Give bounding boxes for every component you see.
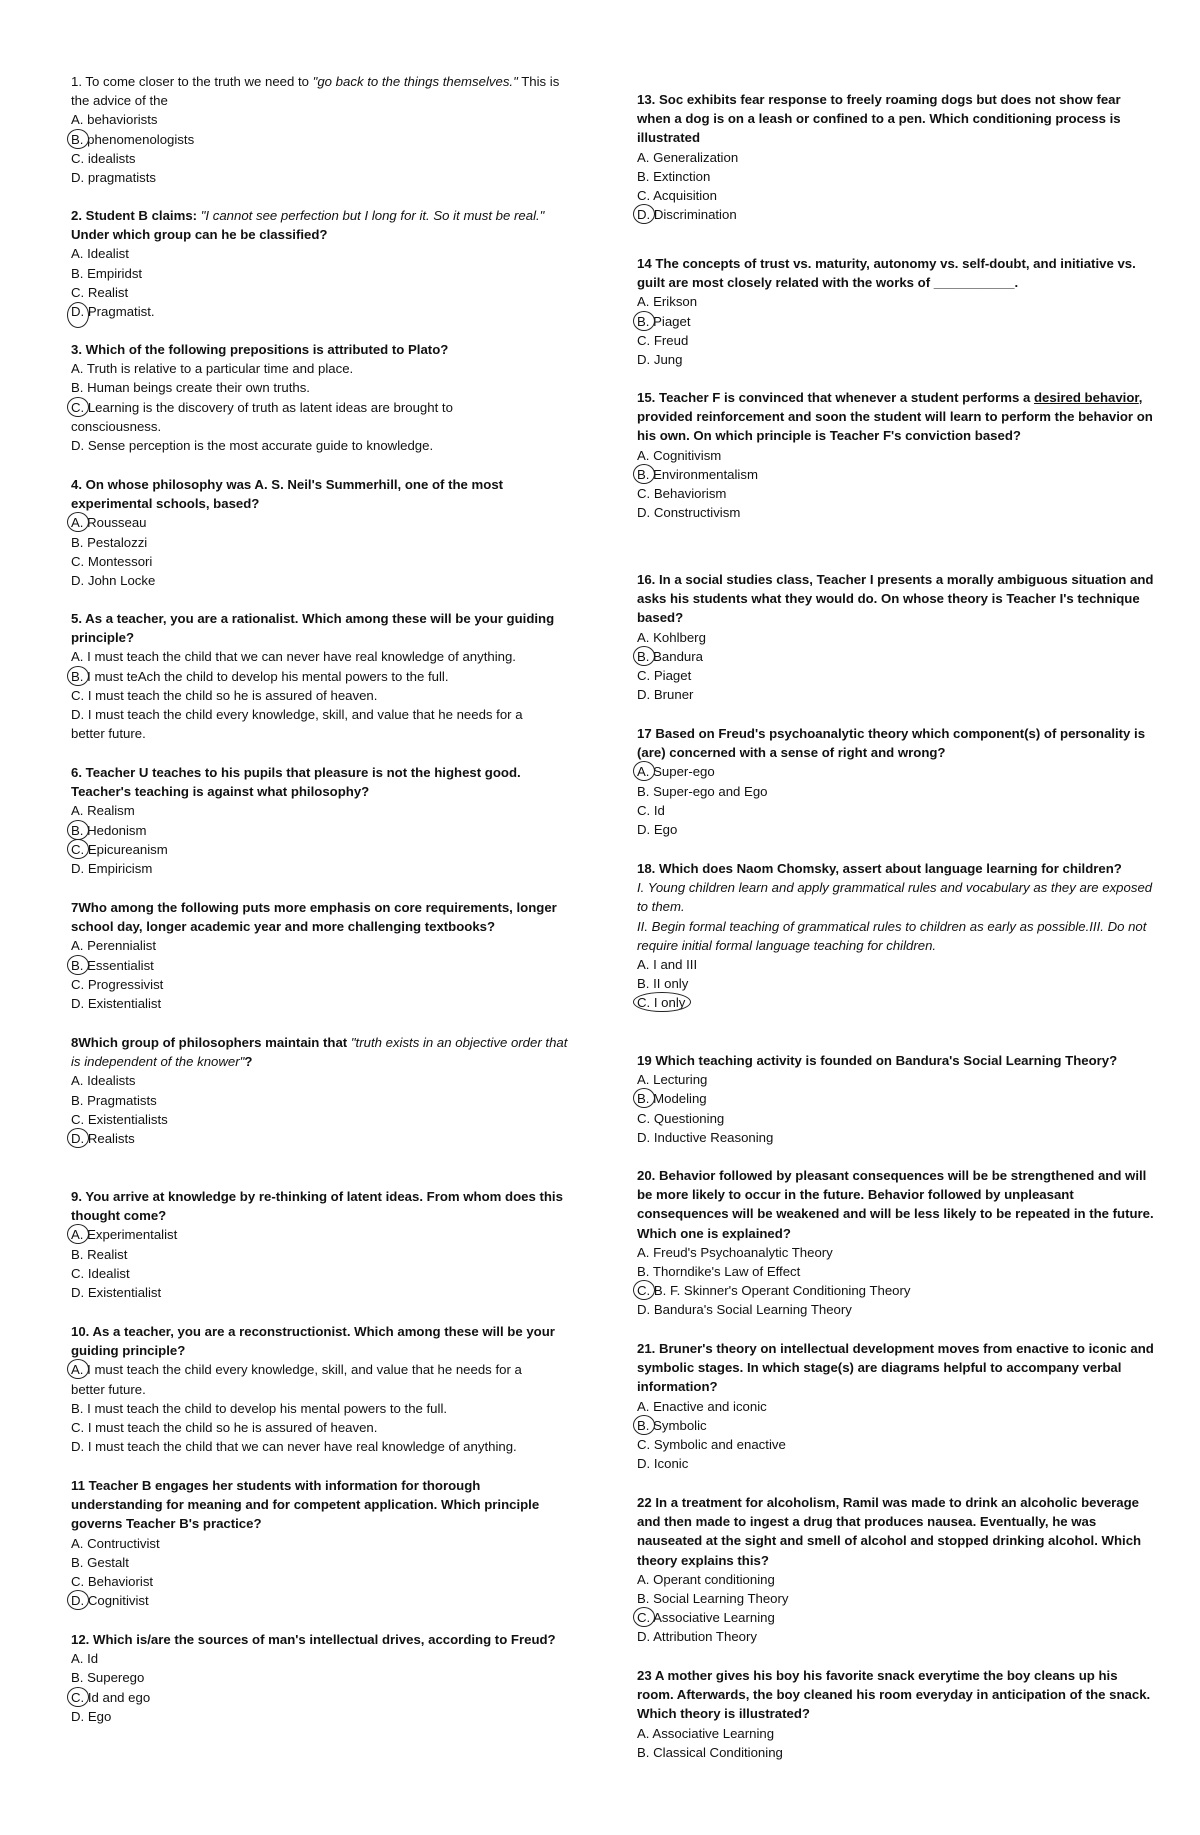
option-b[interactable]: B. II only	[637, 976, 689, 992]
option-a[interactable]: A. Associative Learning	[637, 1725, 775, 1741]
question-stem: 6. Teacher U teaches to his pupils that pleasure is not the highest good. Teacher's teaching is against what philosophy?	[71, 765, 521, 800]
option-d[interactable]: D. I must teach the child that we can never have real knowledge of anything.	[71, 1439, 517, 1455]
option-c[interactable]: C. Freud	[637, 332, 689, 348]
question-20	[637, 1166, 1157, 1320]
question-1	[71, 72, 571, 187]
option-c[interactable]: C. Realist	[71, 284, 129, 300]
option-b[interactable]: B. Superego	[71, 1670, 145, 1686]
option-a[interactable]: A. Truth is relative to a particular time and place.	[71, 361, 354, 377]
option-a[interactable]: A. Realism	[71, 803, 135, 819]
option-b[interactable]: B. Pestalozzi	[71, 534, 148, 550]
options	[71, 801, 571, 878]
statement-ii-iii: II. Begin formal teaching of grammatical rules to children as early as possible.III. Do not require initial formal language teaching for children.	[637, 918, 1147, 953]
option-c[interactable]: C. Questioning	[637, 1110, 725, 1126]
option-b[interactable]: B. Pragmatists	[71, 1092, 157, 1108]
option-b-selected[interactable]: B. Environmentalism	[637, 465, 1157, 484]
question-14	[637, 254, 1157, 369]
option-b-selected[interactable]: B. Essentialist	[71, 956, 571, 975]
options	[71, 1649, 571, 1726]
option-d[interactable]: D. Iconic	[637, 1456, 689, 1472]
option-d-selected[interactable]: D. Discrimination	[637, 205, 1157, 224]
option-c[interactable]: C. Behaviorist	[71, 1574, 154, 1590]
option-d[interactable]: D. Attribution Theory	[637, 1629, 757, 1645]
option-c[interactable]: C. idealists	[71, 150, 136, 166]
options	[637, 446, 1157, 523]
options	[637, 1397, 1157, 1474]
option-d[interactable]: D. Existentialist	[71, 1285, 162, 1301]
question-19	[637, 1051, 1157, 1147]
question-13	[637, 90, 1157, 224]
answer-circle-mark	[67, 839, 89, 859]
answer-circle-mark	[633, 311, 655, 331]
option-c[interactable]: C. Progressivist	[71, 976, 164, 992]
option-a[interactable]: A. Contructivist	[71, 1535, 160, 1551]
option-b[interactable]: B. Empiridst	[71, 265, 143, 281]
question-stem: 9. You arrive at knowledge by re-thinking of latent ideas. From whom does this thought come?	[71, 1189, 563, 1224]
answer-circle-mark	[67, 302, 89, 328]
option-a-selected[interactable]: A. Experimentalist	[71, 1225, 571, 1244]
answer-circle-mark	[67, 820, 89, 840]
option-a[interactable]: A. Lecturing	[637, 1072, 708, 1088]
option-c[interactable]: C. Piaget	[637, 668, 692, 684]
question-11	[71, 1476, 571, 1610]
option-d-selected[interactable]: D. Realists	[71, 1129, 571, 1148]
option-b[interactable]: B. Thorndike's Law of Effect	[637, 1264, 801, 1280]
options	[637, 292, 1157, 369]
answer-circle-mark	[67, 955, 89, 975]
question-16	[637, 570, 1157, 704]
option-b-selected[interactable]: B. phenomenologists	[71, 130, 571, 149]
option-c-continuation: consciousness.	[71, 418, 162, 434]
option-d-selected[interactable]: D. Cognitivist	[71, 1591, 571, 1610]
question-stem: 12. Which is/are the sources of man's intellectual drives, according to Freud?	[71, 1632, 556, 1647]
options	[637, 1243, 1157, 1320]
options	[637, 762, 1157, 839]
options	[71, 513, 571, 590]
option-d[interactable]: D. Bandura's Social Learning Theory	[637, 1302, 852, 1318]
question-22	[637, 1493, 1157, 1647]
option-a[interactable]: A. I must teach the child that we can never have real knowledge of anything.	[71, 649, 516, 665]
option-a-selected[interactable]: A. Super-ego	[637, 762, 1157, 781]
question-3	[71, 340, 571, 455]
option-d[interactable]: D. Existentialist	[71, 996, 162, 1012]
question-stem: 22 In a treatment for alcoholism, Ramil was made to drink an alcoholic beverage and then made to ingest a drug that produces nausea. Eventually, he was nauseated at the sight and smell of alcohol and stopped drinking alcohol. Which theory explains this?	[637, 1495, 1142, 1568]
options	[71, 1225, 571, 1302]
option-a-selected[interactable]: A. I must teach the child every knowledge, skill, and value that he needs for a	[71, 1360, 571, 1379]
option-b[interactable]: B. Realist	[71, 1246, 128, 1262]
question-stem: 3. Which of the following prepositions is attributed to Plato?	[71, 342, 449, 357]
option-a[interactable]: A. Perennialist	[71, 938, 157, 954]
option-a[interactable]: A. I and III	[637, 957, 698, 973]
answer-circle-mark	[67, 397, 89, 417]
option-b[interactable]: B. Extinction	[637, 168, 711, 184]
option-b-selected[interactable]: B. Hedonism	[71, 821, 571, 840]
options	[637, 148, 1157, 225]
option-b-selected[interactable]: B. Modeling	[637, 1089, 1157, 1108]
question-stem: 8Which group of philosophers maintain that "truth exists in an objective order that is independent of the knower"?	[71, 1035, 568, 1070]
option-c[interactable]: C. Behaviorism	[637, 486, 727, 502]
options	[71, 359, 571, 455]
question-9	[71, 1187, 571, 1302]
question-stem: 10. As a teacher, you are a reconstructionist. Which among these will be your guiding principle?	[71, 1324, 555, 1359]
statement-i: I. Young children learn and apply grammatical rules and vocabulary as they are exposed to them.	[637, 880, 1153, 915]
answer-circle-mark	[633, 464, 655, 484]
options	[71, 647, 571, 743]
question-stem: 7Who among the following puts more emphasis on core requirements, longer school day, longer academic year and more challenging textbooks?	[71, 900, 557, 935]
answer-circle-mark	[67, 1128, 89, 1148]
answer-circle-mark	[67, 1687, 89, 1707]
option-b-selected[interactable]: B. Bandura	[637, 647, 1157, 666]
option-c[interactable]: C. Existentialists	[71, 1111, 168, 1127]
option-c[interactable]: C. I must teach the child so he is assured of heaven.	[71, 1420, 378, 1436]
option-d-selected[interactable]: D. Pragmatist.	[71, 302, 571, 321]
answer-circle-mark	[633, 646, 655, 666]
question-5	[71, 609, 571, 743]
option-b[interactable]: B. Human beings create their own truths.	[71, 380, 310, 396]
options	[71, 936, 571, 1013]
question-stem: 21. Bruner's theory on intellectual development moves from enactive to iconic and symbolic stages. In which stage(s) are diagrams helpful to accompany verbal information?	[637, 1341, 1154, 1395]
question-7	[71, 898, 571, 1013]
option-d-continuation: better future.	[71, 726, 146, 742]
question-stem: 1. To come closer to the truth we need to "go back to the things themselves." This is the advice of the	[71, 74, 560, 109]
options	[637, 1570, 1157, 1647]
question-stem: 14 The concepts of trust vs. maturity, autonomy vs. self-doubt, and initiative vs. guilt are most closely related with the works of ___________.	[637, 256, 1136, 291]
option-c-selected[interactable]: C. I only	[637, 993, 1157, 1012]
option-d[interactable]: D. John Locke	[71, 573, 156, 589]
question-21	[637, 1339, 1157, 1473]
answer-circle-mark	[67, 666, 89, 686]
option-b[interactable]: B. Social Learning Theory	[637, 1591, 789, 1607]
options	[71, 244, 571, 321]
question-stem: 5. As a teacher, you are a rationalist. Which among these will be your guiding principle?	[71, 611, 555, 646]
option-c-selected[interactable]: C. Associative Learning	[637, 1608, 1157, 1627]
question-stem: 17 Based on Freud's psychoanalytic theory which component(s) of personality is (are) concerned with a sense of right and wrong?	[637, 726, 1146, 761]
question-2	[71, 206, 571, 321]
options	[71, 1360, 571, 1456]
option-a[interactable]: A. Enactive and iconic	[637, 1398, 767, 1414]
option-a[interactable]: A. behaviorists	[71, 112, 158, 128]
question-12	[71, 1630, 571, 1726]
question-17	[637, 724, 1157, 839]
question-18	[637, 859, 1157, 1013]
question-stem: 16. In a social studies class, Teacher I presents a morally ambiguous situation and asks his students what they would do. On whose theory is Teacher I's technique based?	[637, 572, 1154, 626]
question-10	[71, 1322, 571, 1456]
option-c-selected[interactable]: C. Epicureanism	[71, 840, 571, 859]
options	[637, 628, 1157, 705]
option-a[interactable]: A. Idealist	[71, 246, 129, 262]
option-c[interactable]: C. Symbolic and enactive	[637, 1437, 786, 1453]
option-d[interactable]: D. Ego	[71, 1708, 112, 1724]
option-b-selected[interactable]: B. I must teAch the child to develop his mental powers to the full.	[71, 667, 571, 686]
question-stem: 13. Soc exhibits fear response to freely roaming dogs but does not show fear when a dog is on a leash or confined to a pen. Which conditioning process is illustrated	[637, 92, 1121, 146]
option-d[interactable]: D. Constructivism	[637, 505, 741, 521]
options	[637, 1070, 1157, 1147]
question-stem: 19 Which teaching activity is founded on Bandura's Social Learning Theory?	[637, 1053, 1118, 1068]
question-23	[637, 1666, 1157, 1762]
question-stem: 18. Which does Naom Chomsky, assert about language learning for children?	[637, 861, 1122, 876]
options	[71, 110, 571, 187]
option-a[interactable]: A. Id	[71, 1651, 99, 1667]
option-a[interactable]: A. Kohlberg	[637, 629, 706, 645]
question-4	[71, 475, 571, 590]
option-d[interactable]: D. pragmatists	[71, 170, 157, 186]
option-d[interactable]: D. Ego	[637, 822, 678, 838]
option-a[interactable]: A. Cognitivism	[637, 447, 722, 463]
question-8	[71, 1033, 571, 1148]
option-c[interactable]: C. Acquisition	[637, 188, 717, 204]
option-b[interactable]: B. Gestalt	[71, 1554, 129, 1570]
question-stem: 4. On whose philosophy was A. S. Neil's Summerhill, one of the most experimental schools, based?	[71, 477, 504, 512]
question-stem: 20. Behavior followed by pleasant consequences will be be strengthened and will be more likely to occur in the future. Behavior followed by unpleasant consequences will be weakened and will be less likely to be repeated in the future. Which one is explained?	[637, 1168, 1154, 1241]
option-c[interactable]: C. Id	[637, 802, 665, 818]
option-b-selected[interactable]: B. Symbolic	[637, 1416, 1157, 1435]
option-a[interactable]: A. Freud's Psychoanalytic Theory	[637, 1244, 833, 1260]
question-stem: 2. Student B claims: "I cannot see perfection but I long for it. So it must be real." Under which group can he be classified?	[71, 208, 545, 243]
option-c[interactable]: C. Idealist	[71, 1265, 130, 1281]
option-c-selected[interactable]: C. B. F. Skinner's Operant Conditioning Theory	[637, 1281, 1157, 1300]
option-a[interactable]: A. Operant conditioning	[637, 1571, 775, 1587]
option-c[interactable]: C. Montessori	[71, 553, 153, 569]
option-c-selected[interactable]: C. Id and ego	[71, 1688, 571, 1707]
question-15	[637, 388, 1157, 522]
options	[71, 1534, 571, 1611]
option-b-selected[interactable]: B. Piaget	[637, 312, 1157, 331]
option-b[interactable]: B. Super-ego and Ego	[637, 783, 768, 799]
option-c-selected[interactable]: C. Learning is the discovery of truth as latent ideas are brought to	[71, 398, 571, 417]
option-a[interactable]: A. Generalization	[637, 149, 739, 165]
options	[637, 955, 1157, 1013]
option-d[interactable]: D. I must teach the child every knowledge, skill, and value that he needs for a	[71, 707, 523, 723]
option-a-selected[interactable]: A. Rousseau	[71, 513, 571, 532]
question-stem: 15. Teacher F is convinced that whenever a student performs a desired behavior, provided reinforcement and soon the student will learn to perform the behavior on his own. On which principle is Teacher F's conviction based?	[637, 390, 1153, 444]
option-a-continuation: better future.	[71, 1381, 146, 1397]
option-b[interactable]: B. Classical Conditioning	[637, 1744, 783, 1760]
option-d[interactable]: D. Bruner	[637, 687, 694, 703]
option-b[interactable]: B. I must teach the child to develop his mental powers to the full.	[71, 1400, 448, 1416]
question-stem: 23 A mother gives his boy his favorite snack everytime the boy cleans up his room. Afterwards, the boy cleaned his room everyday in anticipation of the snack. Which theory is illustrated?	[637, 1668, 1151, 1722]
option-c[interactable]: C. I must teach the child so he is assured of heaven.	[71, 687, 378, 703]
option-a[interactable]: A. Idealists	[71, 1073, 136, 1089]
option-d[interactable]: D. Inductive Reasoning	[637, 1129, 774, 1145]
option-d[interactable]: D. Jung	[637, 352, 683, 368]
question-6	[71, 763, 571, 878]
options	[637, 1724, 1157, 1762]
options	[71, 1071, 571, 1148]
option-a[interactable]: A. Erikson	[637, 294, 698, 310]
option-d[interactable]: D. Empiricism	[71, 861, 153, 877]
answer-circle-mark	[633, 1415, 655, 1435]
question-stem: 11 Teacher B engages her students with information for thorough understanding for meaning and for competent application. Which principle governs Teacher B's practice?	[71, 1478, 540, 1532]
option-d[interactable]: D. Sense perception is the most accurate guide to knowledge.	[71, 438, 434, 454]
answer-circle-mark	[67, 129, 89, 149]
